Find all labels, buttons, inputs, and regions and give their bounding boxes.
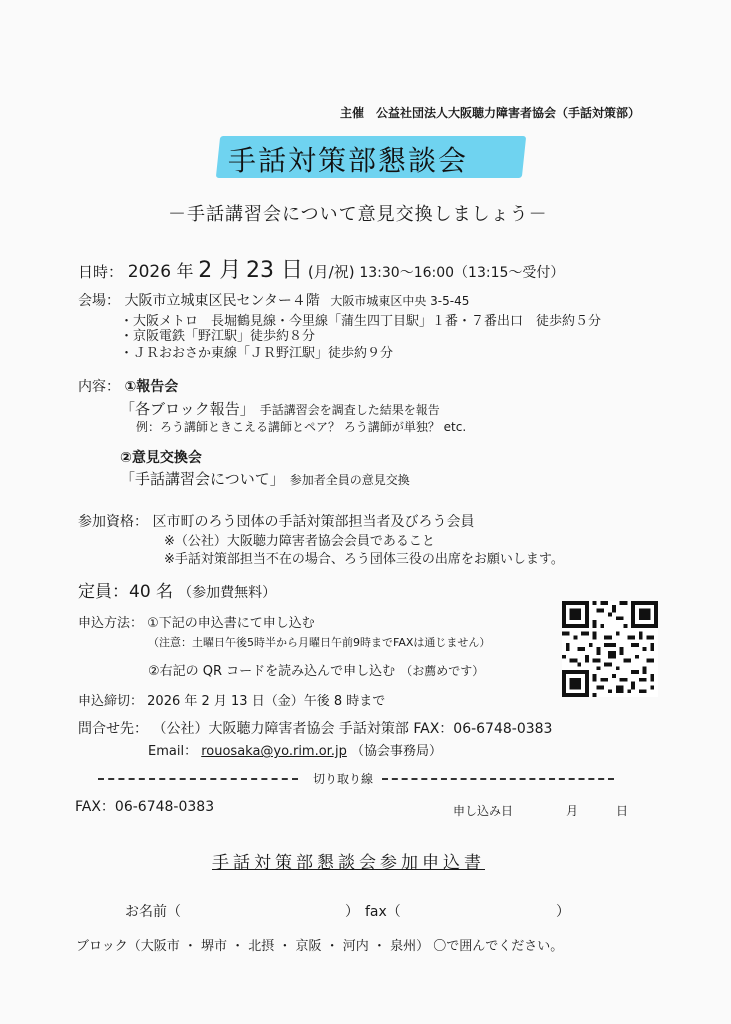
eligibility-note-2: ※手話対策部担当不在の場合、ろう団体三役の出席をお願いします。 bbox=[164, 552, 564, 567]
page-subtitle: －手話講習会について意見交換しましょう－ bbox=[168, 204, 548, 225]
contact-email-label: Email： bbox=[148, 744, 198, 759]
apply-date-label: 申し込み日 bbox=[453, 804, 514, 818]
content-row bbox=[78, 376, 178, 396]
apply-method-1-note: （注意：土曜日午後5時半から月曜日午前9時までFAXは通じません） bbox=[148, 636, 491, 649]
cut-line-left bbox=[98, 778, 298, 780]
apply-date-month: 月 bbox=[566, 804, 579, 818]
content-item2-title: ②意見交換会 bbox=[120, 450, 202, 466]
qr-code-image[interactable] bbox=[562, 601, 658, 697]
date-row bbox=[78, 253, 564, 284]
name-field[interactable] bbox=[205, 901, 345, 919]
content-item1-desc: 手話講習会を調査した結果を報告 bbox=[259, 403, 440, 417]
venue-label: 会場： bbox=[78, 293, 120, 309]
apply-method-2-note: （お薦めです） bbox=[400, 664, 485, 678]
capacity-fee: （参加費無料） bbox=[178, 585, 277, 601]
fax-field[interactable] bbox=[415, 901, 555, 919]
eligibility-note-1: ※（公社）大阪聴力障害者協会会員であること bbox=[164, 534, 435, 549]
content-item1-quote: 「各ブロック報告」 bbox=[120, 400, 255, 418]
form-fax: FAX：06-6748-0383 bbox=[75, 799, 215, 815]
cut-line-right bbox=[382, 778, 614, 780]
content-item2-desc: 参加者全員の意見交換 bbox=[289, 473, 410, 487]
cut-line-label: 切り取り線 bbox=[313, 772, 374, 786]
content-item1-example: 例：ろう講師ときこえる講師とペア？ ろう講師が単独？ etc. bbox=[136, 420, 467, 434]
apply-label: 申込方法： bbox=[78, 616, 144, 631]
fax-close: ） bbox=[556, 904, 570, 920]
date-day: 23 日 bbox=[246, 258, 304, 283]
venue-access-1: ・大阪メトロ 長堀鶴見線・今里線「蒲生四丁目駅」１番・７番出口 徒歩約５分 bbox=[120, 314, 602, 329]
venue-name: 大阪市立城東区民センター４階 bbox=[124, 293, 320, 309]
apply-method-1: ①下記の申込書にて申し込む bbox=[147, 616, 315, 631]
name-close: ） bbox=[345, 904, 359, 920]
page-title: 手話対策部懇談会 bbox=[228, 144, 469, 177]
date-year: 2026 年 bbox=[127, 262, 194, 282]
date-month: 2 月 bbox=[198, 258, 242, 283]
block-instruction: 〇で囲んでください。 bbox=[433, 939, 564, 954]
contact-email-row bbox=[148, 740, 442, 759]
organizer: 主催 公益社団法人大阪聴力障害者協会（手話対策部） bbox=[340, 106, 641, 120]
eligibility-label: 参加資格： bbox=[78, 514, 148, 530]
venue-row bbox=[78, 290, 469, 310]
content-item1-title: ①報告会 bbox=[124, 379, 179, 395]
eligibility-row bbox=[78, 511, 474, 531]
apply-row bbox=[78, 612, 315, 631]
contact-label: 問合せ先： bbox=[78, 721, 148, 737]
deadline-value: 2026 年 2 月 13 日（金）午後 8 時まで bbox=[147, 694, 386, 709]
apply-method-2-line bbox=[148, 660, 484, 679]
apply-date-day: 日 bbox=[616, 804, 629, 818]
capacity-text: 定員：40 名 bbox=[78, 582, 174, 602]
fax-label: fax（ bbox=[365, 904, 401, 920]
venue-address: 大阪市城東区中央 3-5-45 bbox=[330, 294, 470, 308]
content-item2-line bbox=[120, 468, 410, 489]
content-item1-line bbox=[120, 398, 440, 419]
contact-email-note: （協会事務局） bbox=[350, 744, 442, 759]
contact-email-link[interactable]: rouosaka@yo.rim.or.jp bbox=[201, 744, 347, 759]
content-item2-quote: 「手話講習会について」 bbox=[120, 470, 285, 488]
venue-access-2: ・京阪電鉄「野江駅」徒歩約８分 bbox=[120, 329, 316, 344]
block-row bbox=[76, 935, 563, 954]
form-title: 手話対策部懇談会参加申込書 bbox=[212, 853, 485, 873]
capacity-row bbox=[78, 577, 276, 602]
date-time: 13:30～16:00（13:15～受付） bbox=[359, 265, 565, 281]
content-label: 内容： bbox=[78, 379, 120, 395]
name-label: お名前（ bbox=[125, 904, 181, 920]
block-options[interactable]: ブロック（大阪市 ・ 堺市 ・ 北摂 ・ 京阪 ・ 河内 ・ 泉州） bbox=[76, 939, 430, 954]
contact-row bbox=[78, 718, 552, 738]
venue-access-3: ・ＪＲおおさか東線「ＪＲ野江駅」徒歩約９分 bbox=[120, 346, 394, 361]
deadline-label: 申込締切： bbox=[78, 694, 144, 709]
apply-method-2: ②右記の QR コードを読み込んで申し込む bbox=[148, 664, 396, 679]
date-weekday: (月/祝) bbox=[307, 263, 355, 281]
deadline-row bbox=[78, 690, 385, 709]
contact-org: （公社）大阪聴力障害者協会 手話対策部 FAX：06-6748-0383 bbox=[152, 721, 553, 737]
eligibility-main: 区市町のろう団体の手話対策部担当者及びろう会員 bbox=[152, 514, 475, 530]
date-label: 日時： bbox=[78, 263, 124, 281]
